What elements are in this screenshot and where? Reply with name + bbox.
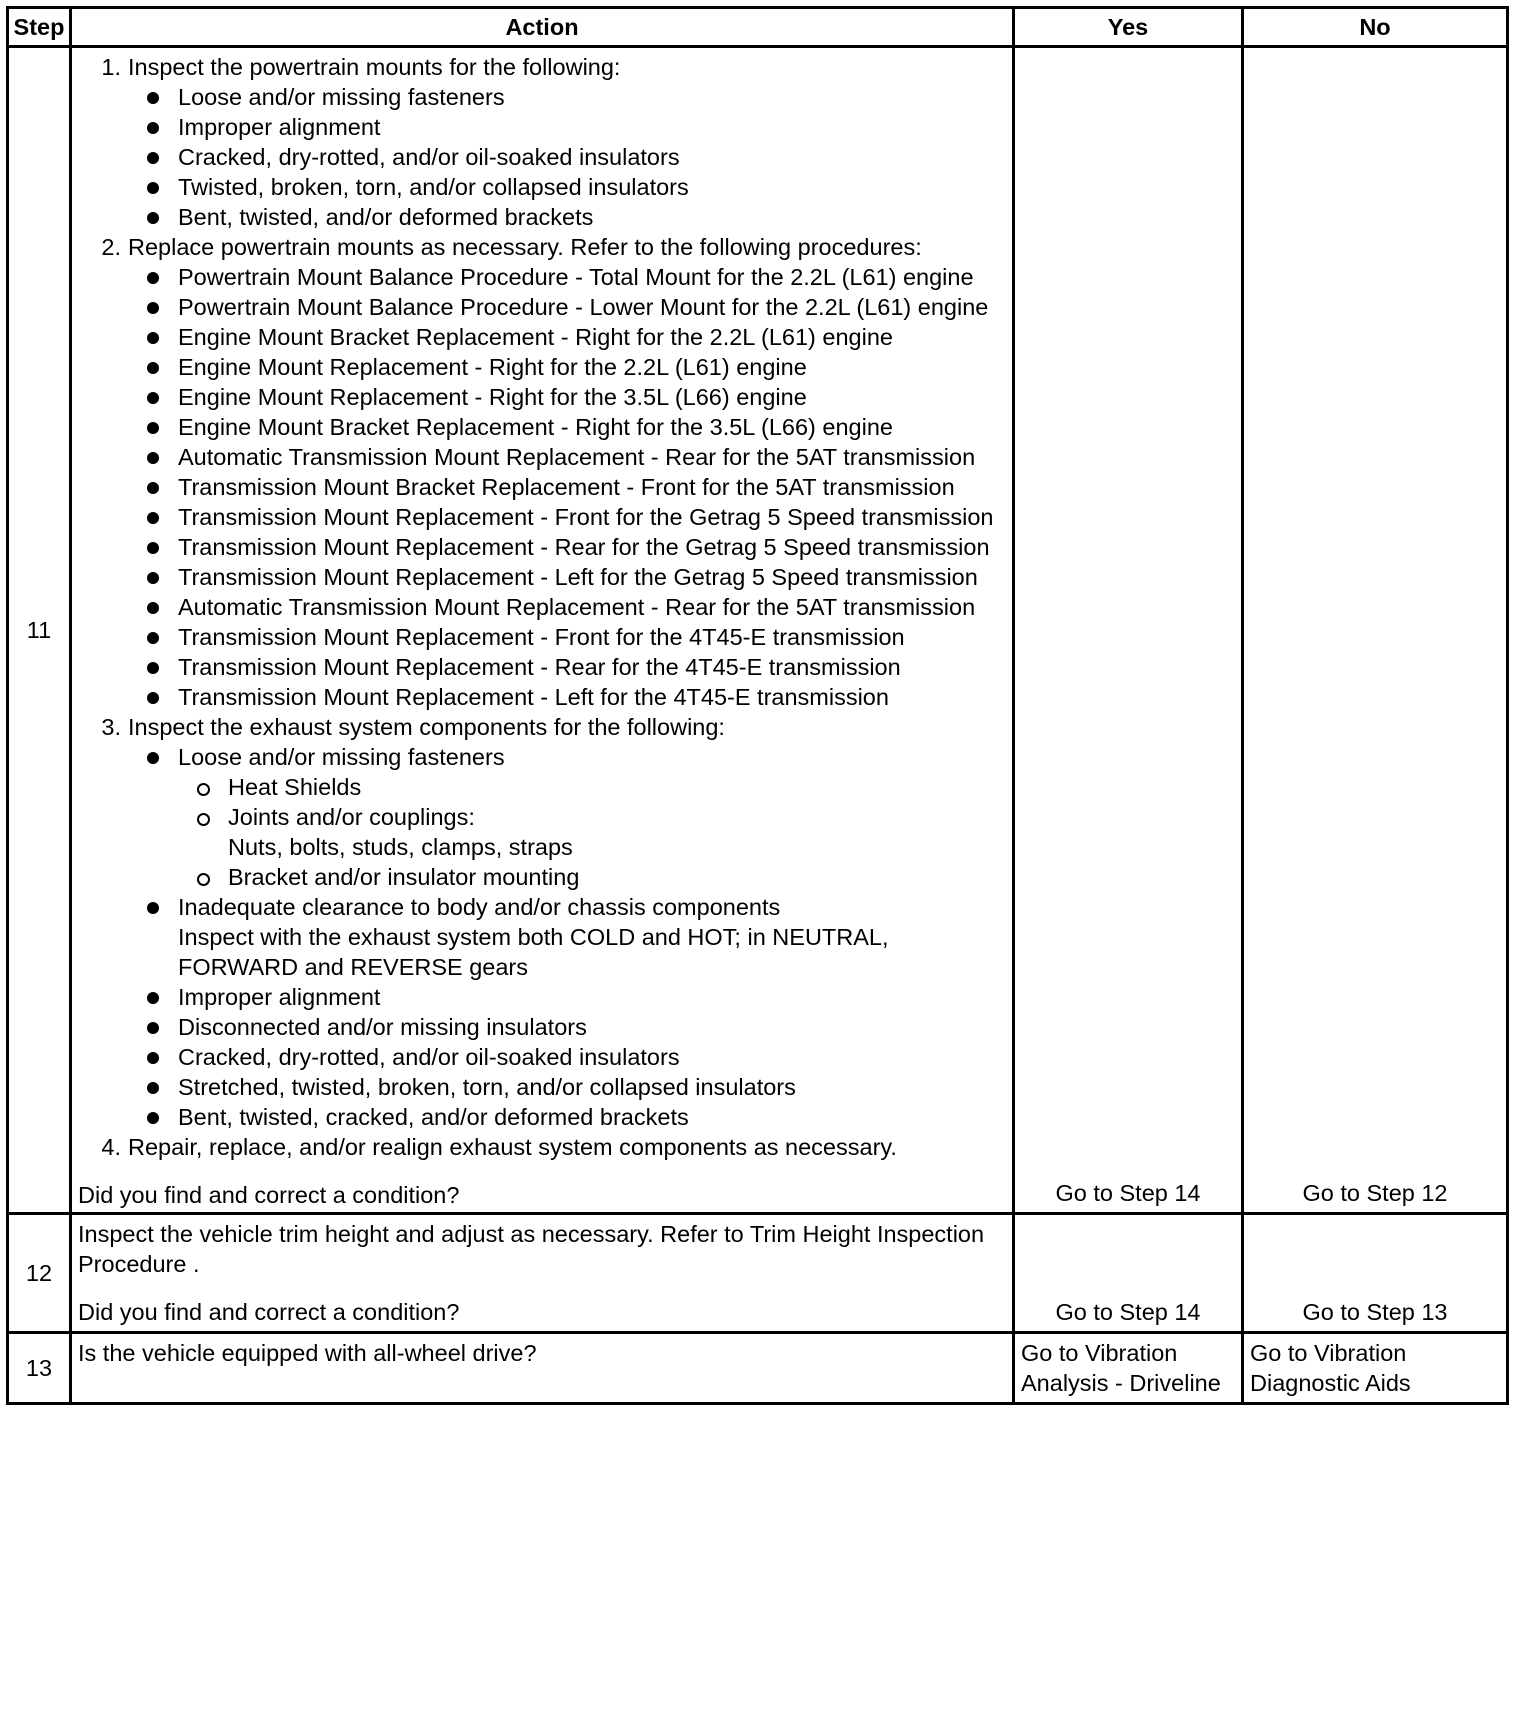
step-item-number: 2. bbox=[101, 234, 121, 260]
procedure-item: Engine Mount Bracket Replacement - Right for the 3.5L (L66) engine bbox=[143, 412, 1008, 442]
step-number: 11 bbox=[8, 47, 71, 1214]
action-step bbox=[93, 712, 1008, 1132]
question-text: Did you find and correct a condition? bbox=[78, 1299, 460, 1325]
yes-cell: Go to Step 14 bbox=[1014, 47, 1243, 1214]
bullet-item: Bent, twisted, cracked, and/or deformed brackets bbox=[143, 1102, 1008, 1132]
action-steps bbox=[78, 52, 1008, 1162]
diagnostic-document bbox=[6, 6, 1506, 1405]
table-row-step-13 bbox=[8, 1333, 1508, 1404]
step-item-text: Inspect the powertrain mounts for the following: bbox=[128, 54, 621, 80]
bullet-text: Inadequate clearance to body and/or chassis components bbox=[178, 894, 781, 920]
procedure-item: Engine Mount Replacement - Right for the 3.5L (L66) engine bbox=[143, 382, 1008, 412]
yes-cell: Go to Step 14 bbox=[1014, 1214, 1243, 1333]
bullet-text: Loose and/or missing fasteners bbox=[178, 744, 505, 770]
step-item-text: Replace powertrain mounts as necessary. Refer to the following procedures: bbox=[128, 234, 922, 260]
bullet-item: Cracked, dry-rotted, and/or oil-soaked insulators bbox=[143, 1042, 1008, 1072]
bullet-item bbox=[143, 892, 1008, 982]
action-step bbox=[93, 1132, 1008, 1162]
procedure-item: Powertrain Mount Balance Procedure - Total Mount for the 2.2L (L61) engine bbox=[143, 262, 1008, 292]
bullet-item: Loose and/or missing fasteners bbox=[143, 82, 1008, 112]
procedure-item: Transmission Mount Bracket Replacement - Front for the 5AT transmission bbox=[143, 472, 1008, 502]
diagnostic-table bbox=[6, 6, 1509, 1405]
procedure-list bbox=[128, 262, 1008, 712]
procedure-item: Transmission Mount Replacement - Front for the Getrag 5 Speed transmission bbox=[143, 502, 1008, 532]
step-item-number: 1. bbox=[101, 54, 121, 80]
sub-bullet-item: Heat Shields bbox=[193, 772, 1008, 802]
header-no: No bbox=[1243, 8, 1508, 47]
procedure-item: Automatic Transmission Mount Replacement - Rear for the 5AT transmission bbox=[143, 442, 1008, 472]
no-cell: Go to Step 12 bbox=[1243, 47, 1508, 1214]
bullet-item: Disconnected and/or missing insulators bbox=[143, 1012, 1008, 1042]
step-item-number: 4. bbox=[101, 1134, 121, 1160]
action-cell bbox=[71, 1214, 1014, 1333]
procedure-item: Engine Mount Replacement - Right for the 2.2L (L61) engine bbox=[143, 352, 1008, 382]
bullet-item: Stretched, twisted, broken, torn, and/or collapsed insulators bbox=[143, 1072, 1008, 1102]
bullet-list bbox=[128, 82, 1008, 232]
procedure-item: Transmission Mount Replacement - Left for the 4T45-E transmission bbox=[143, 682, 1008, 712]
bullet-note: Inspect with the exhaust system both COLD and HOT; in NEUTRAL, FORWARD and REVERSE gears bbox=[178, 924, 889, 980]
bullet-item: Twisted, broken, torn, and/or collapsed insulators bbox=[143, 172, 1008, 202]
step-item-number: 3. bbox=[101, 714, 121, 740]
procedure-item: Transmission Mount Replacement - Rear for the 4T45-E transmission bbox=[143, 652, 1008, 682]
step-number: 12 bbox=[8, 1214, 71, 1333]
bullet-item: Cracked, dry-rotted, and/or oil-soaked insulators bbox=[143, 142, 1008, 172]
step-item-text: Repair, replace, and/or realign exhaust system components as necessary. bbox=[128, 1134, 897, 1160]
sub-bullet-list bbox=[178, 772, 1008, 892]
no-cell: Go to Vibration Diagnostic Aids bbox=[1243, 1333, 1508, 1404]
header-step: Step bbox=[8, 8, 71, 47]
bullet-item bbox=[143, 742, 1008, 892]
procedure-item: Powertrain Mount Balance Procedure - Lower Mount for the 2.2L (L61) engine bbox=[143, 292, 1008, 322]
header-action: Action bbox=[71, 8, 1014, 47]
action-cell bbox=[71, 47, 1014, 1214]
procedure-item: Engine Mount Bracket Replacement - Right for the 2.2L (L61) engine bbox=[143, 322, 1008, 352]
step-item-text: Inspect the exhaust system components for the following: bbox=[128, 714, 725, 740]
action-step bbox=[93, 232, 1008, 712]
table-row-step-12 bbox=[8, 1214, 1508, 1333]
step-number: 13 bbox=[8, 1333, 71, 1404]
procedure-item: Transmission Mount Replacement - Rear for the Getrag 5 Speed transmission bbox=[143, 532, 1008, 562]
procedure-item: Transmission Mount Replacement - Left for the Getrag 5 Speed transmission bbox=[143, 562, 1008, 592]
action-step bbox=[93, 52, 1008, 232]
bullet-item: Improper alignment bbox=[143, 982, 1008, 1012]
header-row bbox=[8, 8, 1508, 47]
action-cell bbox=[71, 1333, 1014, 1404]
action-text: Inspect the vehicle trim height and adjust as necessary. Refer to Trim Height Inspection Procedure . bbox=[78, 1221, 985, 1277]
header-yes: Yes bbox=[1014, 8, 1243, 47]
table-row-step-11 bbox=[8, 47, 1508, 1214]
bullet-list bbox=[128, 742, 1008, 1132]
sub-bullet-text: Joints and/or couplings: bbox=[228, 804, 475, 830]
sub-bullet-item: Bracket and/or insulator mounting bbox=[193, 862, 1008, 892]
action-text: Is the vehicle equipped with all-wheel drive? bbox=[78, 1340, 537, 1366]
bullet-item: Improper alignment bbox=[143, 112, 1008, 142]
procedure-item: Transmission Mount Replacement - Front for the 4T45-E transmission bbox=[143, 622, 1008, 652]
procedure-item: Automatic Transmission Mount Replacement - Rear for the 5AT transmission bbox=[143, 592, 1008, 622]
sub-bullet-item bbox=[193, 802, 1008, 862]
bullet-item: Bent, twisted, and/or deformed brackets bbox=[143, 202, 1008, 232]
question-text: Did you find and correct a condition? bbox=[78, 1182, 460, 1208]
yes-cell: Go to Vibration Analysis - Driveline bbox=[1014, 1333, 1243, 1404]
no-cell: Go to Step 13 bbox=[1243, 1214, 1508, 1333]
sub-bullet-note: Nuts, bolts, studs, clamps, straps bbox=[228, 834, 573, 860]
